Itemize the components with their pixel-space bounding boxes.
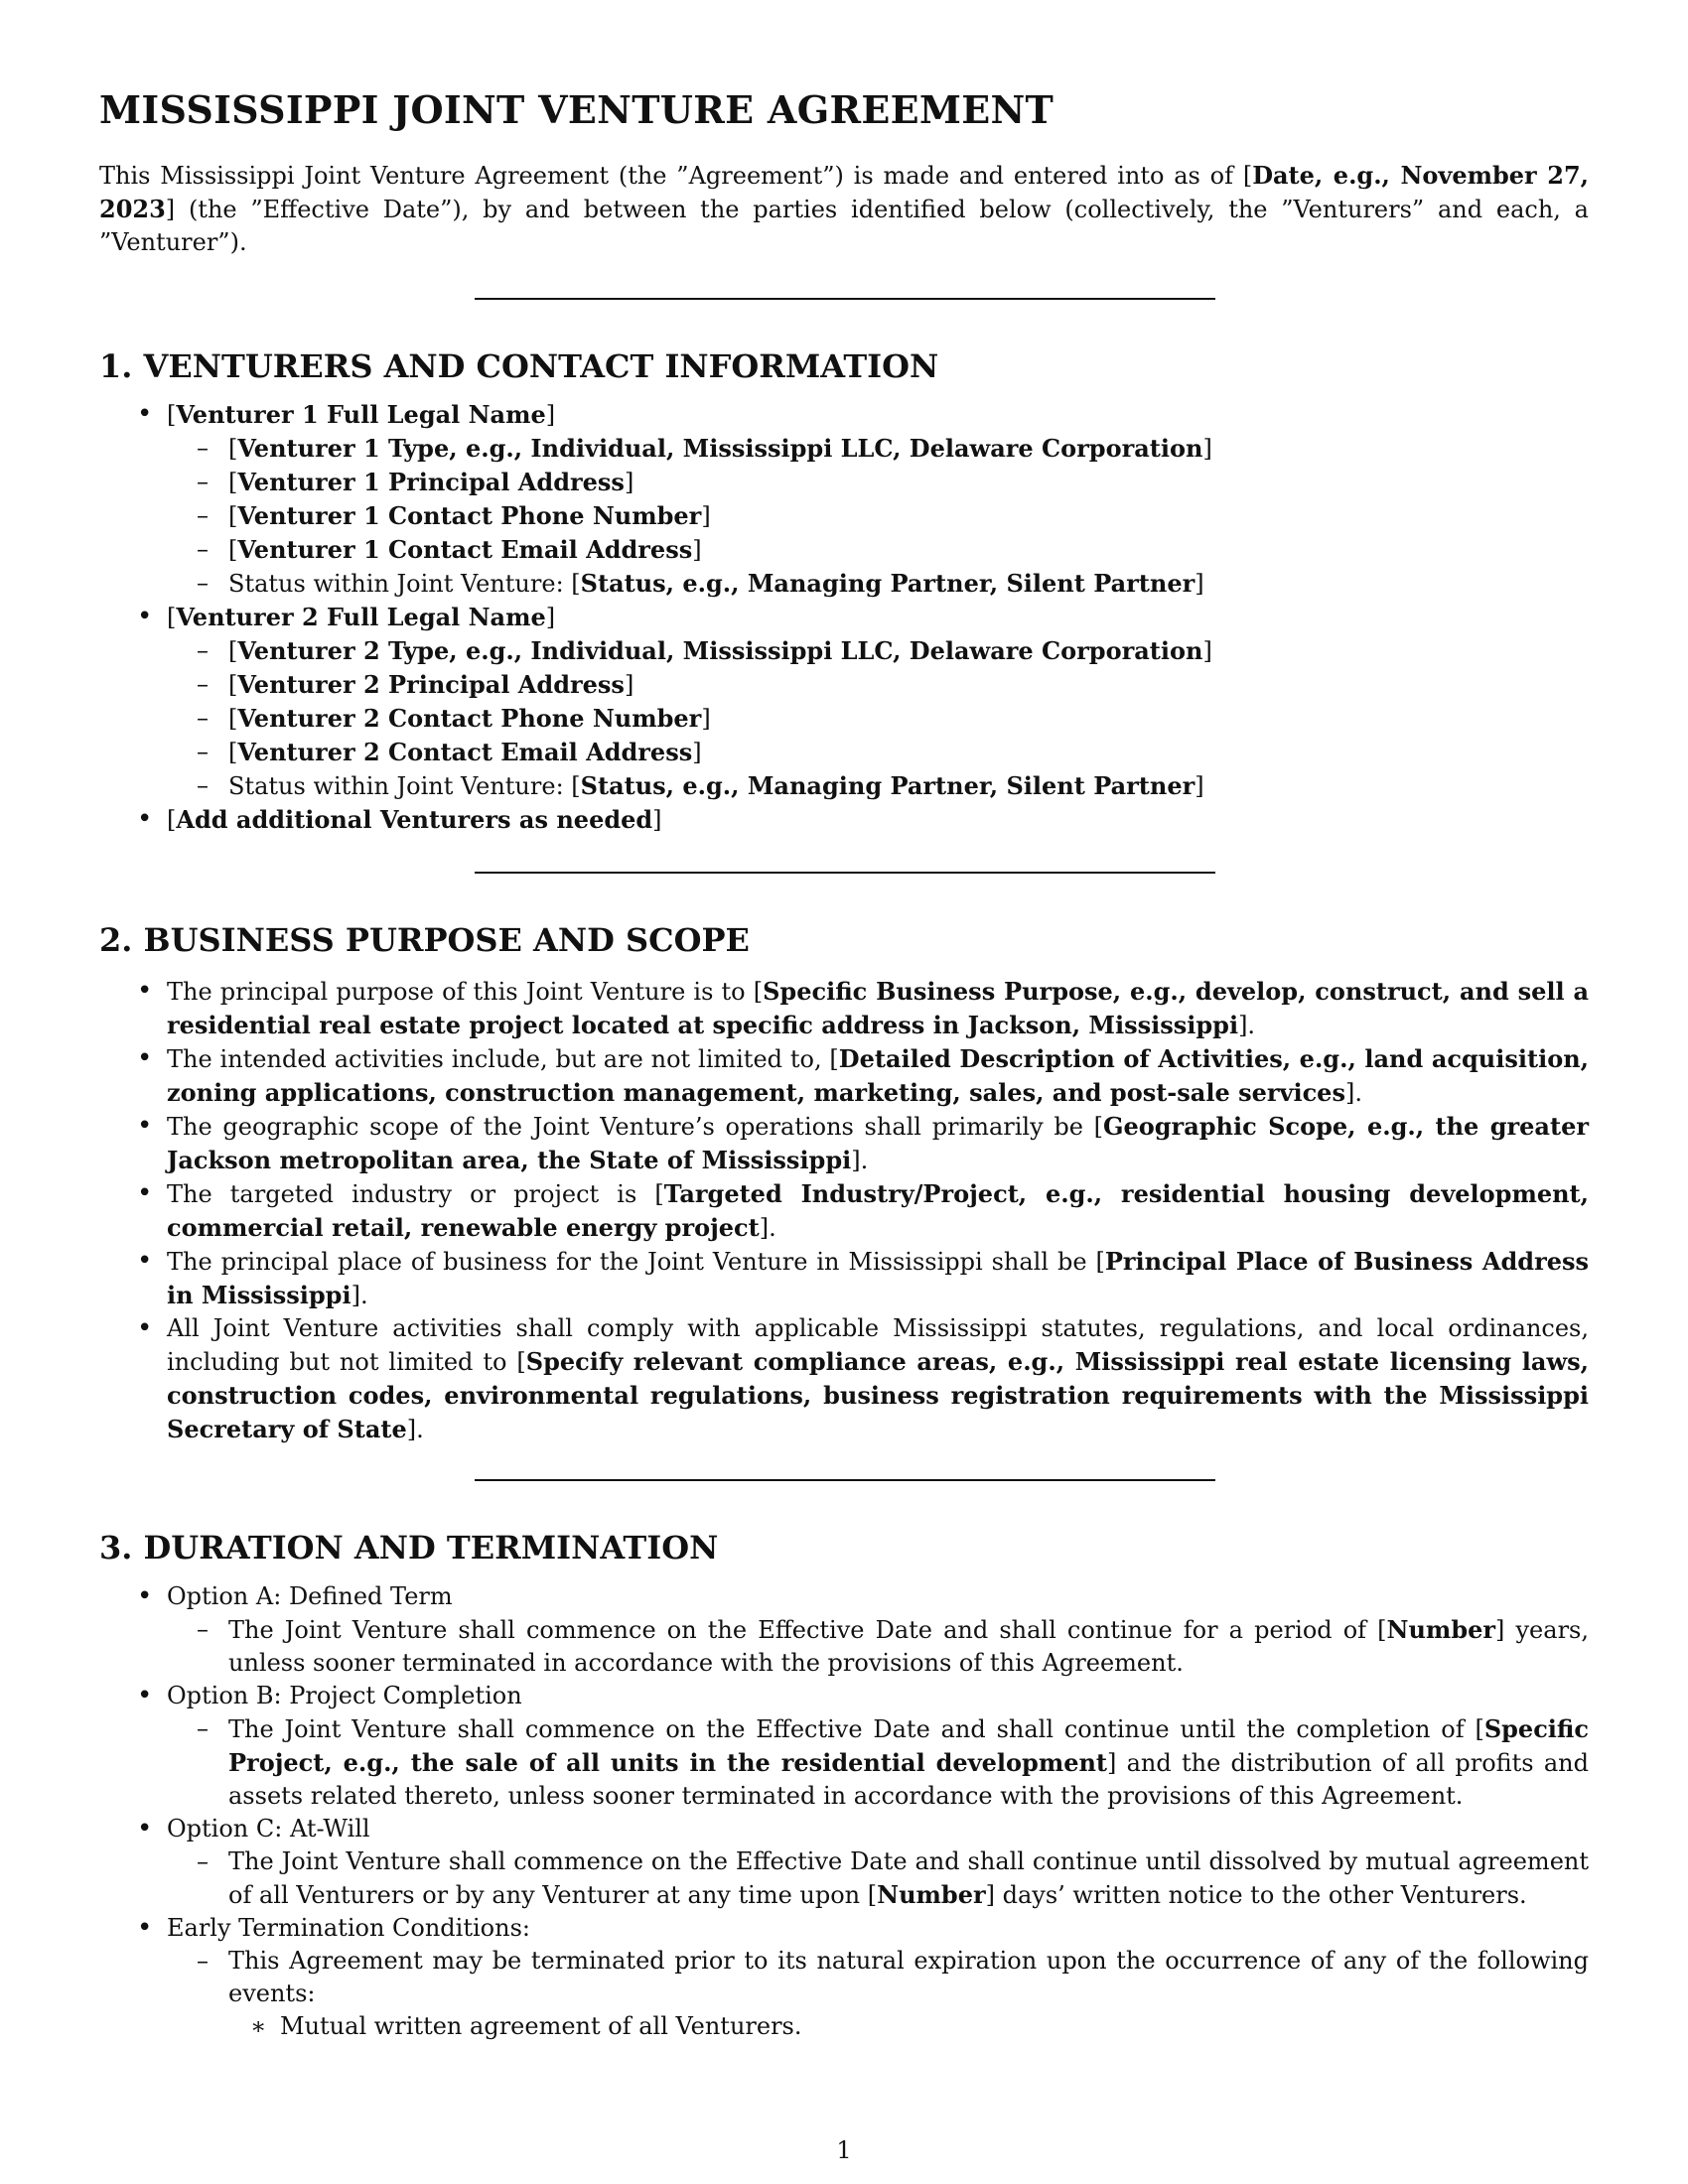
- option-a-text: – The Joint Venture shall commence on the Effective Date and shall continue for a period of [Number] years, unless sooner terminated in accordance with the provisions of this Agreement.: [197, 1615, 1589, 1677]
- venturer-2-item: • [Venturer 2 Full Legal Name]: [137, 602, 556, 631]
- option-b-text: – The Joint Venture shall commence on the Effective Date and shall continue until the completion of [Specific Project, e.g., the sale of all units in the residential development] and the distribution of all profits and assets related thereto, unless sooner terminated in accordance with the provisions of this Agreement.: [197, 1714, 1589, 1810]
- purpose-list: [99, 975, 1589, 1446]
- page-number: 1: [836, 2136, 852, 2164]
- early-termination-text: – This Agreement may be terminated prior to its natural expiration upon the occurrence of any of the following events:: [197, 1947, 1589, 2007]
- section-divider: [475, 872, 1215, 874]
- venturer-2-address: – [Venturer 2 Principal Address]: [197, 670, 634, 699]
- list-item: • The principal purpose of this Joint Venture is to [Specific Business Purpose, e.g., develop, construct, and sell a residential real estate project located at specific address in Jackson, Mississippi].: [137, 976, 1589, 1039]
- venturer-1-item: • [Venturer 1 Full Legal Name]: [137, 399, 556, 429]
- duration-list: [99, 1580, 1589, 2043]
- list-item: • The principal place of business for the Joint Venture in Mississippi shall be [Principal Place of Business Address in Mississippi].: [137, 1246, 1590, 1309]
- document-title: MISSISSIPPI JOINT VENTURE AGREEMENT: [99, 87, 1055, 132]
- section-divider: [475, 298, 1215, 300]
- venturer-2-type: – [Venturer 2 Type, e.g., Individual, Mississippi LLC, Delaware Corporation]: [197, 636, 1212, 665]
- venturers-list: [99, 398, 1589, 837]
- venturer-1-address: – [Venturer 1 Principal Address]: [197, 468, 634, 496]
- venturer-1-phone: – [Venturer 1 Contact Phone Number]: [197, 501, 711, 530]
- option-c-item: • Option C: At-Will: [137, 1814, 370, 1843]
- list-item: • All Joint Venture activities shall comply with applicable Mississippi statutes, regulations, and local ordinances, including but not limited to [Specify relevant compliance areas, e.g., Mississippi real estate licensing laws, construction codes, environmental regulations, business registration requirements with the Mississippi Secretary of State].: [137, 1313, 1590, 1443]
- date-placeholder: Date, e.g., November 27, 2023: [99, 161, 1589, 223]
- early-termination-item: • Early Termination Conditions:: [137, 1913, 530, 1943]
- intro-paragraph: This Mississippi Joint Venture Agreement (the ”Agreement”) is made and entered into as of [Date, e.g., November 27, 2023] (the ”Effective Date”), by and between the parties identified below (collectively, the ”Venturers” and each, a ”Venturer”).: [99, 161, 1589, 256]
- venturer-1-status: – Status within Joint Venture: [Status, e.g., Managing Partner, Silent Partner]: [197, 569, 1204, 598]
- section-divider: [475, 1479, 1215, 1481]
- venturer-1-type: – [Venturer 1 Type, e.g., Individual, Mississippi LLC, Delaware Corporation]: [197, 434, 1212, 463]
- early-termination-subitem: ∗ Mutual written agreement of all Venturers.: [250, 2012, 802, 2040]
- venturer-2-email: – [Venturer 2 Contact Email Address]: [197, 738, 702, 766]
- venturer-2-phone: – [Venturer 2 Contact Phone Number]: [197, 704, 711, 733]
- list-item: • The geographic scope of the Joint Venture’s operations shall primarily be [Geographic Scope, e.g., the greater Jackson metropolitan area, the State of Mississippi].: [137, 1111, 1589, 1174]
- option-a-item: • Option A: Defined Term: [137, 1581, 453, 1611]
- option-b-item: • Option B: Project Completion: [137, 1681, 522, 1710]
- additional-venturers-item: • [Add additional Venturers as needed]: [137, 804, 662, 834]
- venturer-1-email: – [Venturer 1 Contact Email Address]: [197, 535, 702, 564]
- venturer-2-status: – Status within Joint Venture: [Status, e.g., Managing Partner, Silent Partner]: [197, 771, 1204, 800]
- section-3-heading: 3. DURATION AND TERMINATION: [99, 1529, 719, 1567]
- section-2-heading: 2. BUSINESS PURPOSE AND SCOPE: [99, 921, 750, 959]
- list-item: • The intended activities include, but are not limited to, [Detailed Description of Activities, e.g., land acquisition, zoning applications, construction management, marketing, sales, and post-sale services].: [137, 1043, 1589, 1107]
- section-1-heading: 1. VENTURERS AND CONTACT INFORMATION: [99, 347, 939, 385]
- option-c-text: – The Joint Venture shall commence on the Effective Date and shall continue until dissolved by mutual agreement of all Venturers or by any Venturer at any time upon [Number] days’ written notice to the other Venturers.: [197, 1847, 1589, 1909]
- list-item: • The targeted industry or project is [Targeted Industry/Project, e.g., residential housing development, commercial retail, renewable energy project].: [137, 1178, 1590, 1242]
